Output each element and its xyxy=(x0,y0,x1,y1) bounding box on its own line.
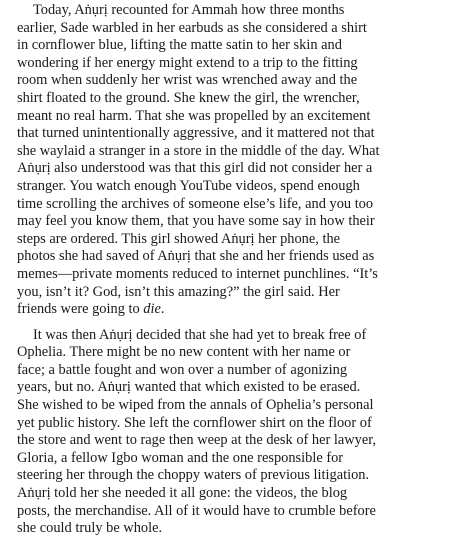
paragraph-1 xyxy=(17,2,457,319)
text-line: She wished to be wiped from the annals of Ophelia’s personal xyxy=(17,397,374,414)
text-line: Aṅụrị told her she needed it all gone: the videos, the blog xyxy=(17,485,348,502)
text-line: years, but no. Aṅụrị wanted that which existed to be erased. xyxy=(17,379,361,396)
text-line: the store and went to rage then weep at the desk of her lawyer, xyxy=(17,432,377,449)
text-line: time scrolling the archives of someone else’s life, and you too xyxy=(17,195,374,212)
text-line: Gloria, a fellow Igbo woman and the one responsible for xyxy=(17,449,344,466)
text-line: face; a battle fought and won over a number of agonizing xyxy=(17,361,348,378)
text-line: in cornflower blue, lifting the matte satin to her skin and xyxy=(17,37,342,54)
text-line: memes—private moments reduced to internet punchlines. “It’s xyxy=(17,265,378,282)
text-line: room when suddenly her wrist was wrenched away and the xyxy=(17,72,358,89)
text-line: meant no real harm. That she was propelled by an excitement xyxy=(17,107,371,124)
text-line: earlier, Sade warbled in her earbuds as she considered a shirt xyxy=(17,19,367,36)
text-line: shirt floated to the ground. She knew the girl, the wrencher, xyxy=(17,89,360,106)
text-line: you, isn’t it? God, isn’t this amazing?” the girl said. Her xyxy=(17,283,340,300)
text-line: steering her through the choppy waters of previous litigation. xyxy=(17,467,370,484)
text-line: she could truly be whole. xyxy=(17,520,163,537)
text-line: stranger. You watch enough YouTube videos, spend enough xyxy=(17,177,360,194)
text-line: It was then Aṅụrị decided that she had yet to break free of xyxy=(33,326,367,343)
text-line: that turned unintentionally aggressive, and it mattered not that xyxy=(17,125,375,142)
text-line-last xyxy=(17,301,457,319)
text-line: Aṅụrị also understood was that this girl did not consider her a xyxy=(17,160,373,177)
paragraph-2 xyxy=(17,327,457,538)
text-run: . xyxy=(160,301,165,318)
text-line: photos she had saved of Aṅụrị that she and her friends used as xyxy=(17,248,375,265)
text-line: yet public history. She left the cornflower shirt on the floor of xyxy=(17,414,372,431)
text-line: Today, Aṅụrị recounted for Ammah how three months xyxy=(33,2,345,18)
text-line: steps are ordered. This girl showed Aṅụrị her phone, the xyxy=(17,230,341,247)
text-line: Ophelia. There might be no new content with her name or xyxy=(17,344,351,361)
document-page xyxy=(17,2,457,538)
text-line: she waylaid a stranger in a store in the middle of the day. What xyxy=(17,142,380,159)
text-run: friends were going to xyxy=(17,301,144,318)
text-line: posts, the merchandise. All of it would have to crumble before xyxy=(17,502,376,519)
text-line: wondering if her energy might extend to a trip to the fitting xyxy=(17,54,358,71)
emphasis-text: die xyxy=(143,301,161,318)
text-line: may feel you know them, that you have some say in how their xyxy=(17,213,375,230)
